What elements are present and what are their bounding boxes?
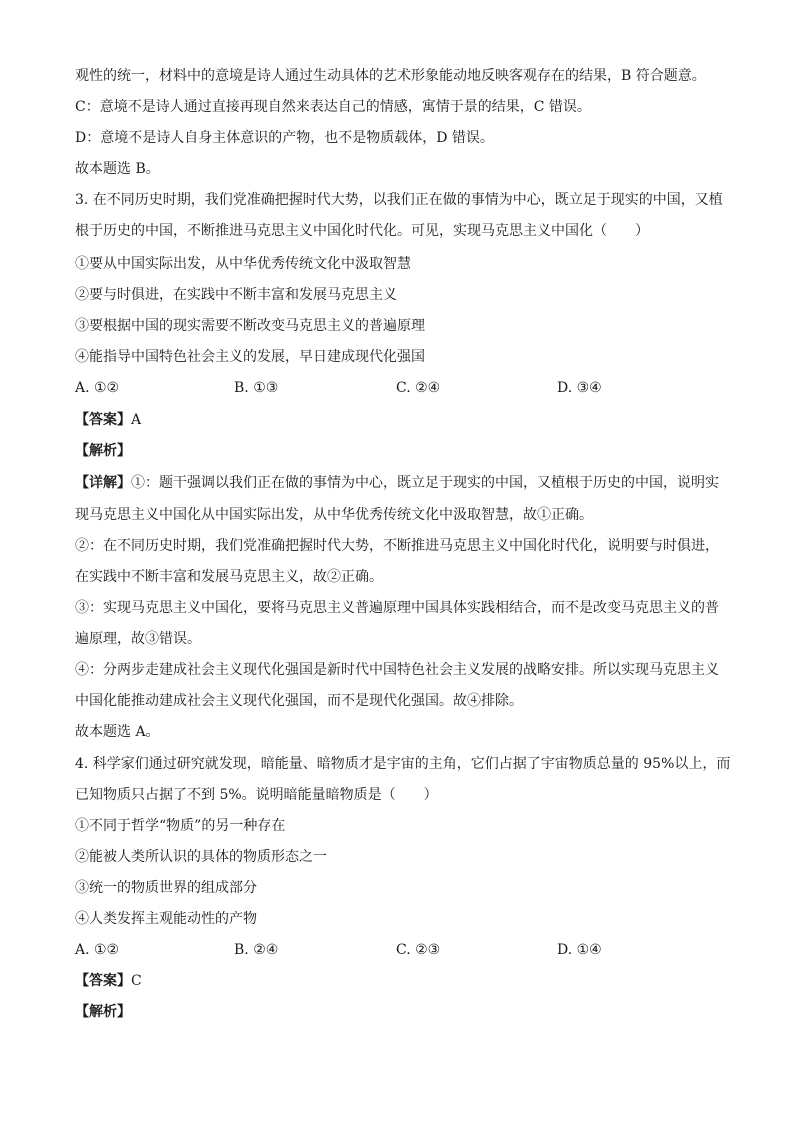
analysis-tag: 【解析】 <box>75 443 131 459</box>
text-line: D：意境不是诗人自身主体意识的产物，也不是物质载体，D 错误。 <box>75 130 494 146</box>
text-line: 遍原理，故③错误。 <box>75 631 201 647</box>
answer-tag: 【答案】 <box>75 973 131 989</box>
option-d: D. ③④ <box>557 380 602 396</box>
question-4-statement: ②能被人类所认识的具体的物质形态之一 <box>75 849 327 865</box>
analysis-tag: 【解析】 <box>75 1004 131 1020</box>
question-4-stem: 4. 科学家们通过研究就发现，暗能量、暗物质才是宇宙的主角，它们占据了宇宙物质总量的 95%以上，而 <box>75 756 731 772</box>
question-3-stem: 3. 在不同历史时期，我们党准确把握时代大势，以我们正在做的事情为中心，既立足于现实的中国，又植 <box>75 192 723 208</box>
question-4-statement: ③统一的物质世界的组成部分 <box>75 880 257 896</box>
text-line: 故本题选 B。 <box>75 161 160 177</box>
question-4-stem: 已知物质只占据了不到 5%。说明暗能量暗物质是（ ） <box>75 787 438 803</box>
text-line: 观性的统一，材料中的意境是诗人通过生动具体的艺术形象能动地反映客观存在的结果，B 符合题意。 <box>75 68 706 84</box>
question-4-answer <box>75 971 725 991</box>
option-d: D. ①④ <box>557 942 602 958</box>
question-4-statement: ①不同于哲学“物质”的另一种存在 <box>75 818 286 834</box>
question-4-statement: ④人类发挥主观能动性的产物 <box>75 911 257 927</box>
option-a: A. ①② <box>75 380 120 396</box>
question-3-analysis-tag <box>75 441 725 461</box>
answer-tag: 【答案】 <box>75 412 131 428</box>
question-3-answer <box>75 410 725 430</box>
question-3-detail <box>75 473 725 493</box>
text-line: 在实践中不断丰富和发展马克思主义，故②正确。 <box>75 569 383 585</box>
question-3-statement: ②要与时俱进，在实践中不断丰富和发展马克思主义 <box>75 287 397 303</box>
option-c: C. ②③ <box>396 942 441 958</box>
option-b: B. ①③ <box>234 380 279 396</box>
answer-value: C <box>131 973 142 989</box>
question-3-statement: ①要从中国实际出发，从中华优秀传统文化中汲取智慧 <box>75 256 411 272</box>
question-3-stem: 根于历史的中国，不断推进马克思主义中国化时代化。可见，实现马克思主义中国化（ ） <box>75 223 649 239</box>
answer-value: A <box>131 412 142 428</box>
detail-tag: 【详解】 <box>75 475 131 491</box>
question-3-statement: ④能指导中国特色社会主义的发展，早日建成现代化强国 <box>75 349 425 365</box>
text-line: 现马克思主义中国化从中国实际出发，从中华优秀传统文化中汲取智慧，故①正确。 <box>75 507 593 523</box>
text-line: ④：分两步走建成社会主义现代化强国是新时代中国特色社会主义发展的战略安排。所以实现马克思主义 <box>75 662 719 678</box>
detail-text: ①：题干强调以我们正在做的事情为中心，既立足于现实的中国，又植根于历史的中国，说明实 <box>131 475 719 491</box>
option-c: C. ②④ <box>396 380 441 396</box>
question-3-statement: ③要根据中国的现实需要不断改变马克思主义的普遍原理 <box>75 318 425 334</box>
text-line: ③：实现马克思主义中国化，要将马克思主义普遍原理中国具体实践相结合，而不是改变马克思主义的普 <box>75 600 719 616</box>
option-a: A. ①② <box>75 942 120 958</box>
option-b: B. ②④ <box>234 942 279 958</box>
question-4-analysis-tag <box>75 1002 725 1022</box>
text-line: ②：在不同历史时期，我们党准确把握时代大势，不断推进马克思主义中国化时代化，说明要与时俱进， <box>75 538 719 554</box>
text-line: 中国化能推动建成社会主义现代化强国，而不是现代化强国。故④排除。 <box>75 693 523 709</box>
text-line: 故本题选 A。 <box>75 724 160 740</box>
text-line: C：意境不是诗人通过直接再现自然来表达自己的情感，寓情于景的结果，C 错误。 <box>75 99 591 115</box>
